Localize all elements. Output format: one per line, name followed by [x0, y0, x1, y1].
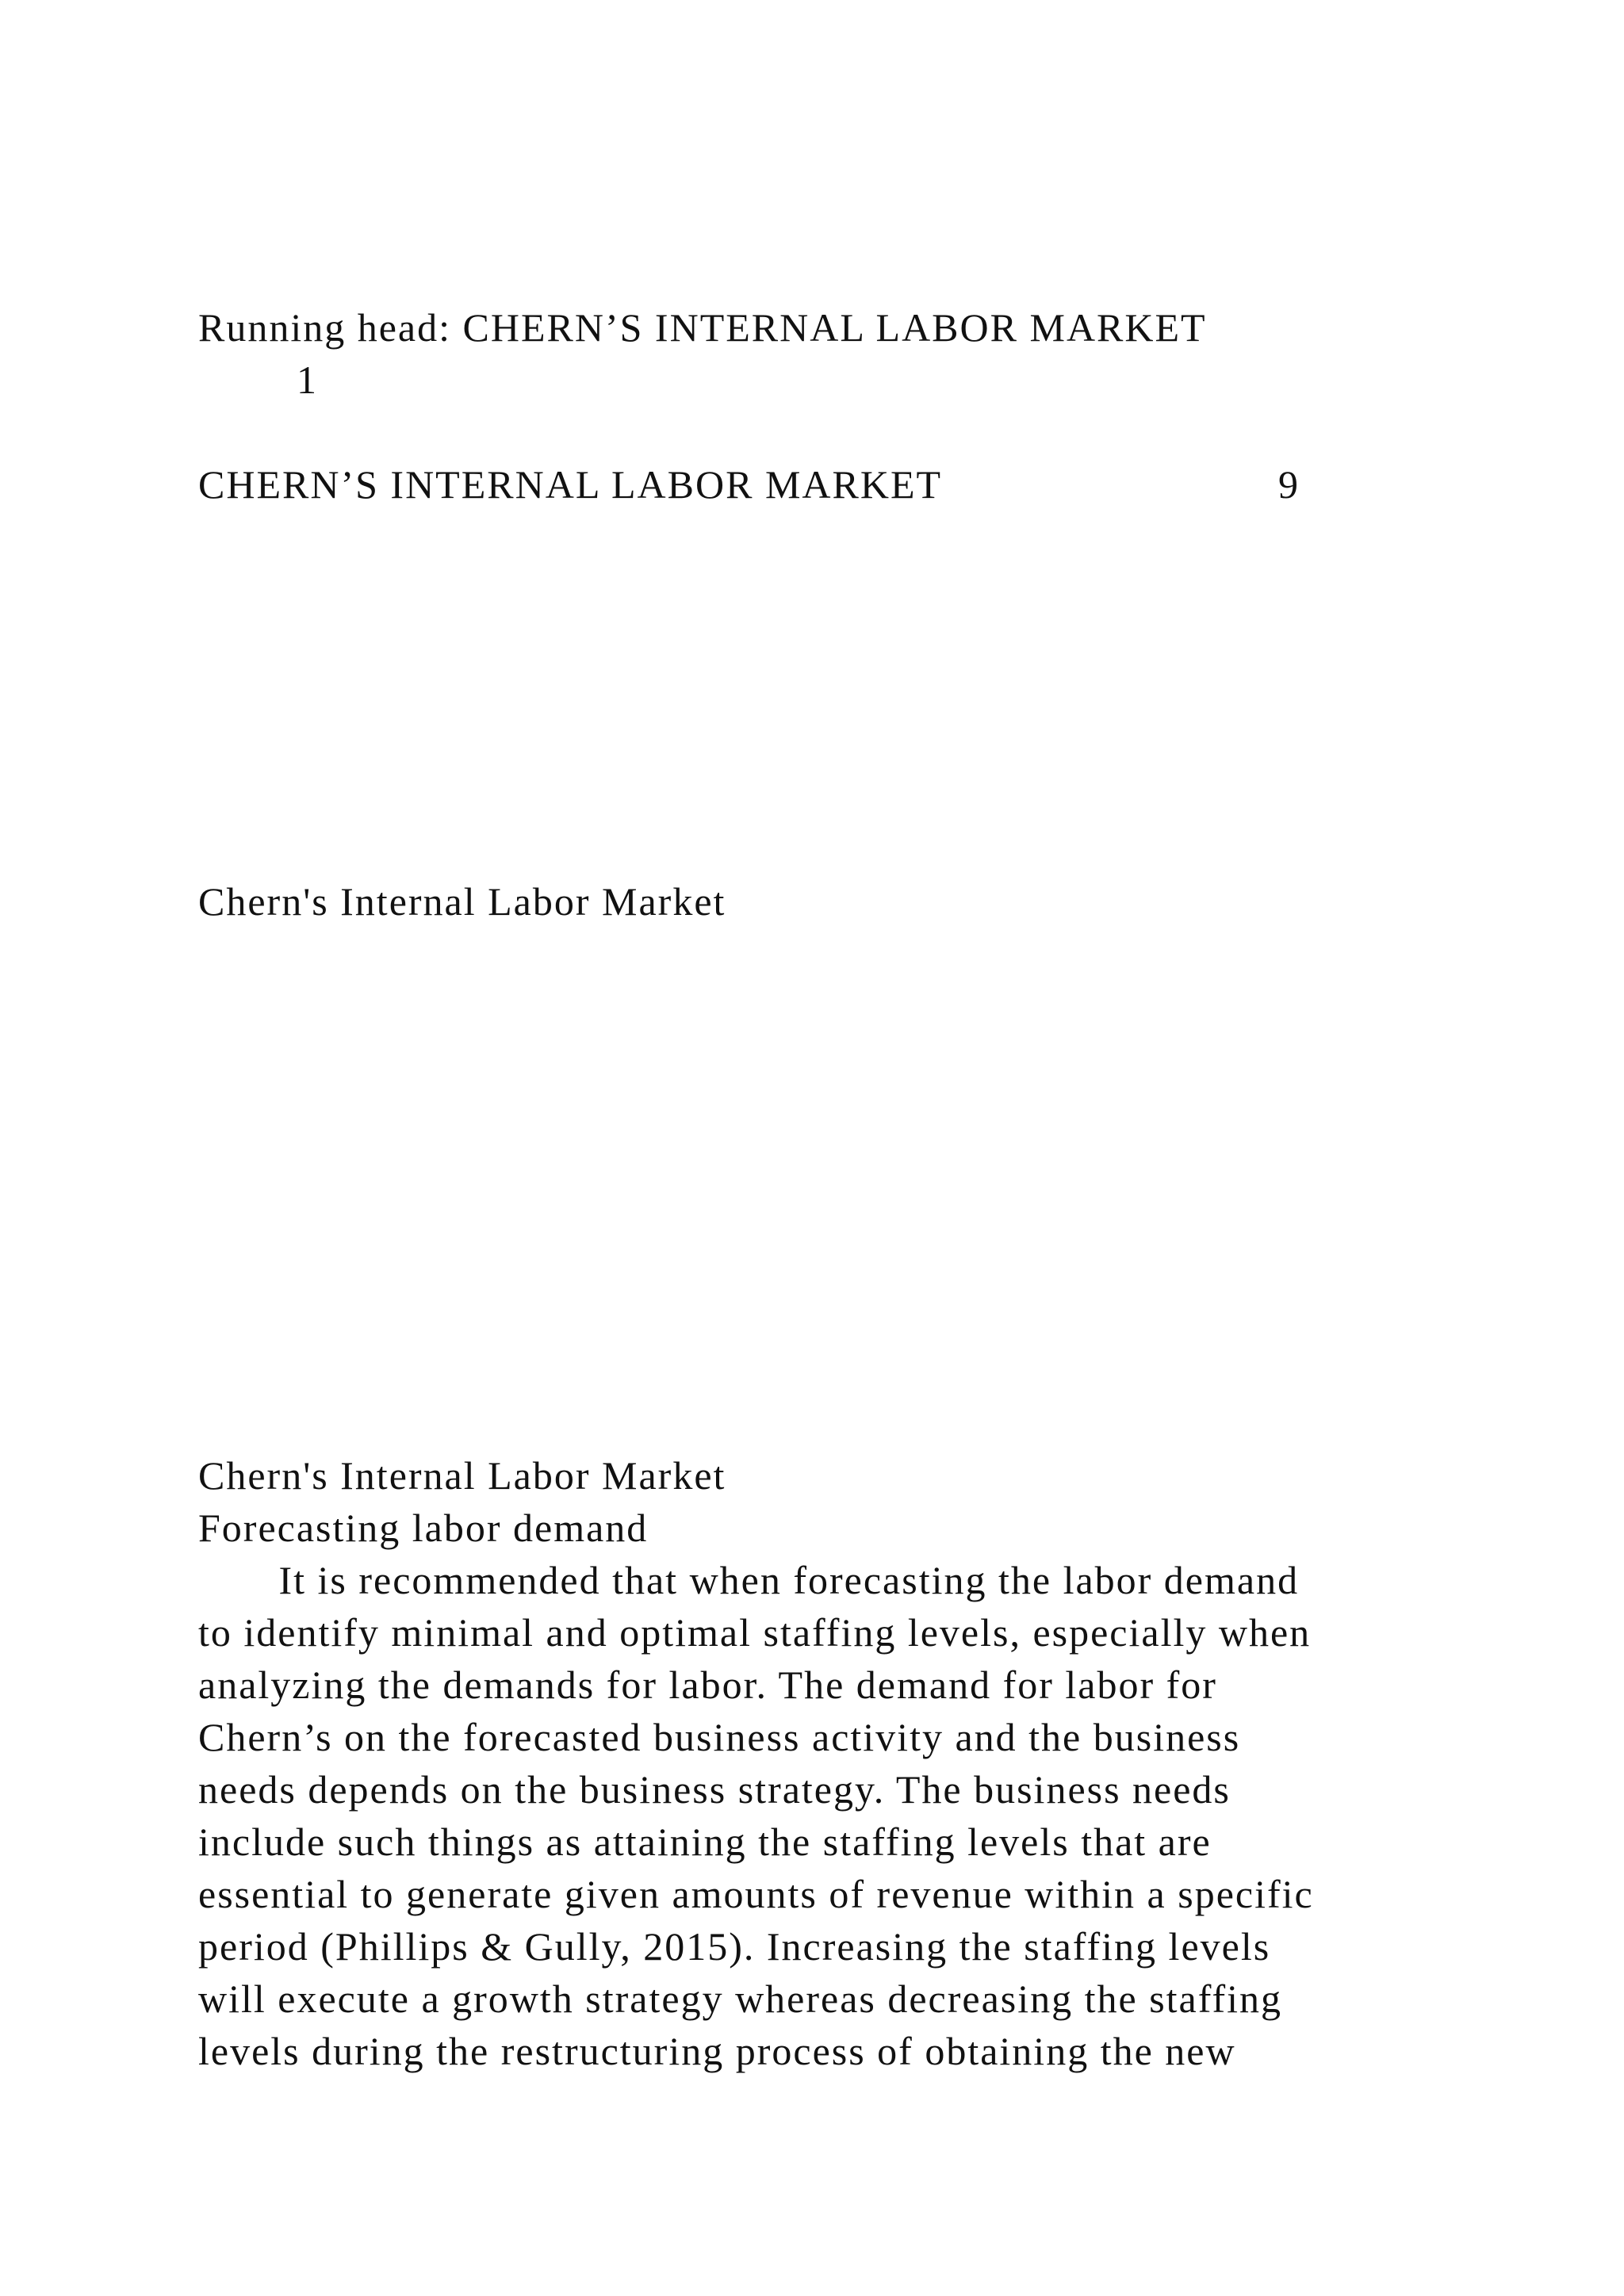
- body-heading: Chern's Internal Labor Market: [198, 1453, 726, 1498]
- body-line: levels during the restructuring process of obtaining the new: [198, 2029, 1236, 2073]
- body-line: needs depends on the business strategy. The business needs: [198, 1767, 1231, 1812]
- body-line: to identify minimal and optimal staffing levels, especially when: [198, 1610, 1312, 1655]
- body-line: Chern’s on the forecasted business activity and the business: [198, 1715, 1241, 1759]
- running-head: Running head: CHERN’S INTERNAL LABOR MARKET: [198, 305, 1207, 350]
- title-page-title: Chern's Internal Labor Market: [198, 879, 726, 924]
- header-page-number: 9: [1278, 462, 1298, 507]
- body-line: analyzing the demands for labor. The demand for labor for: [198, 1663, 1217, 1707]
- body-line: It is recommended that when forecasting the labor demand: [198, 1558, 1300, 1602]
- body-line: will execute a growth strategy whereas decreasing the staffing: [198, 1976, 1283, 2021]
- header-title: CHERN’S INTERNAL LABOR MARKET: [198, 462, 943, 507]
- section-heading: Forecasting labor demand: [198, 1506, 649, 1550]
- body-line: include such things as attaining the staffing levels that are: [198, 1820, 1212, 1864]
- running-head-page-number: 1: [297, 358, 316, 402]
- body-line: period (Phillips & Gully, 2015). Increasing the staffing levels: [198, 1924, 1271, 1969]
- body-line: essential to generate given amounts of revenue within a specific: [198, 1872, 1314, 1916]
